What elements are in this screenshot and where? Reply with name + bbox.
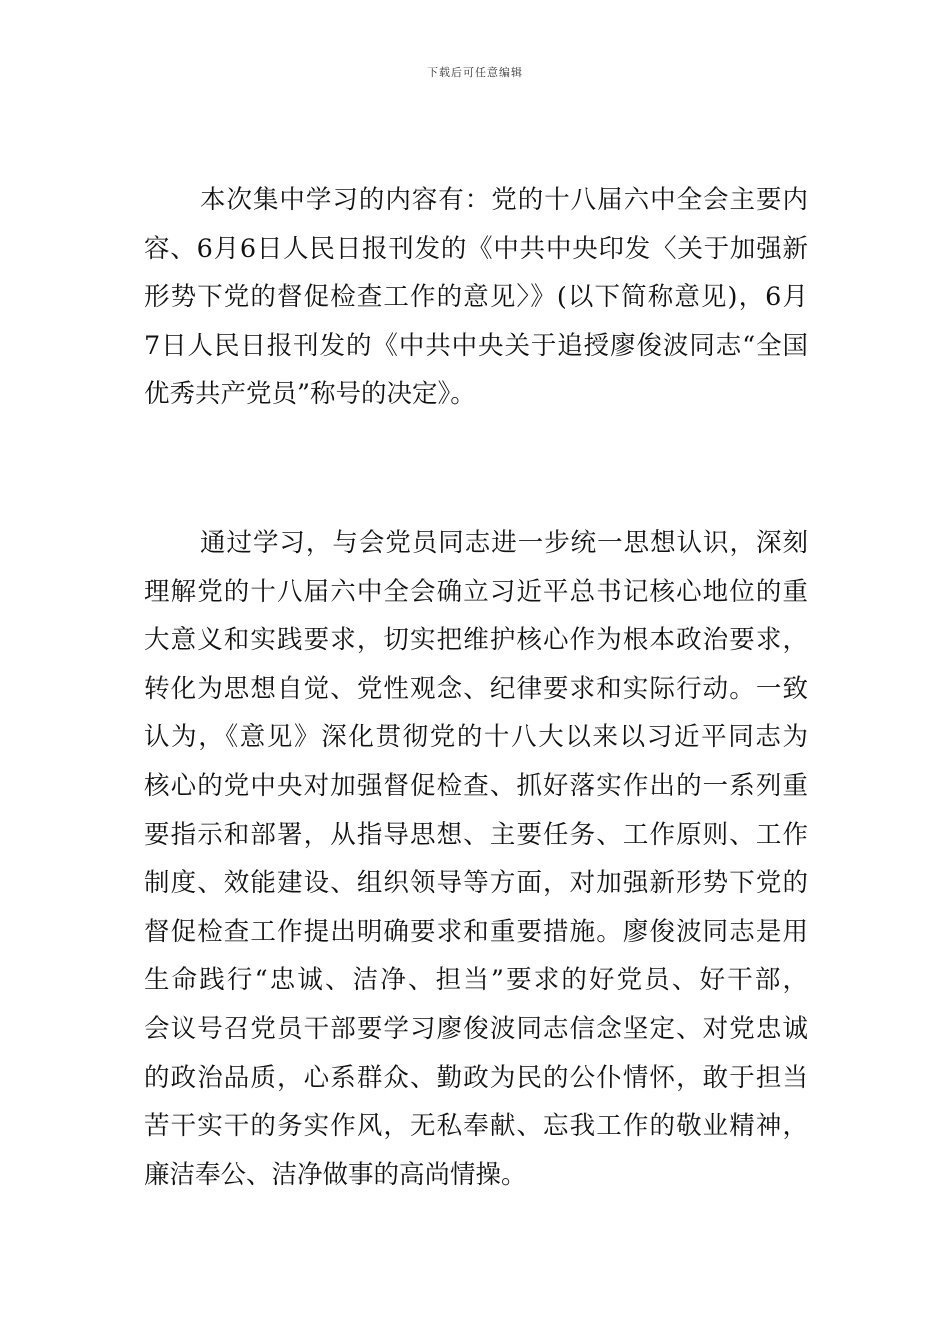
text-line: 廉洁奉公、洁净做事的高尚情操。 (144, 1159, 527, 1190)
text-line: 通过学习，与会党员同志进一步统一思想认识，深刻 (200, 528, 808, 558)
text-line: 本次集中学习的内容有：党的十八届六中全会主要内 (200, 185, 808, 215)
text-line: 制度、效能建设、组织领导等方面，对加强新形势下党的 (144, 868, 808, 899)
text-line: 会议号召党员干部要学习廖俊波同志信念坚定、对党忠诚 (144, 1013, 808, 1044)
text-line: 的政治品质，心系群众、勤政为民的公仆情怀，敢于担当 (144, 1062, 808, 1093)
text-line: 转化为思想自觉、党性观念、纪律要求和实际行动。一致 (144, 673, 808, 704)
text-line: 督促检查工作提出明确要求和重要措施。廖俊波同志是用 (144, 916, 808, 947)
text-line: 优秀共产党员”称号的决定》。 (144, 379, 476, 410)
paragraph-study-outcome (144, 519, 808, 1199)
text-line: 大意义和实践要求，切实把维护核心作为根本政治要求， (144, 625, 808, 656)
header-note: 下载后可任意编辑 (427, 66, 523, 79)
text-line: 苦干实干的务实作风，无私奉献、忘我工作的敬业精神， (144, 1111, 808, 1142)
text-line: 理解党的十八届六中全会确立习近平总书记核心地位的重 (144, 576, 808, 607)
text-line: 形势下党的督促检查工作的意见〉》(以下简称意见)，6月 (144, 282, 808, 313)
text-line: 核心的党中央对加强督促检查、抓好落实作出的一系列重 (144, 770, 808, 801)
text-line: 7日人民日报刊发的《中共中央关于追授廖俊波同志“全国 (144, 330, 808, 361)
text-line: 容、6月6日人民日报刊发的《中共中央印发〈关于加强新 (144, 233, 808, 264)
paragraph-study-content (144, 176, 808, 419)
text-line: 认为，《意见》深化贯彻党的十八大以来以习近平同志为 (144, 722, 808, 753)
text-line: 要指示和部署，从指导思想、主要任务、工作原则、工作 (144, 819, 808, 850)
text-line: 生命践行“忠诚、洁净、担当”要求的好党员、好干部， (144, 965, 808, 996)
